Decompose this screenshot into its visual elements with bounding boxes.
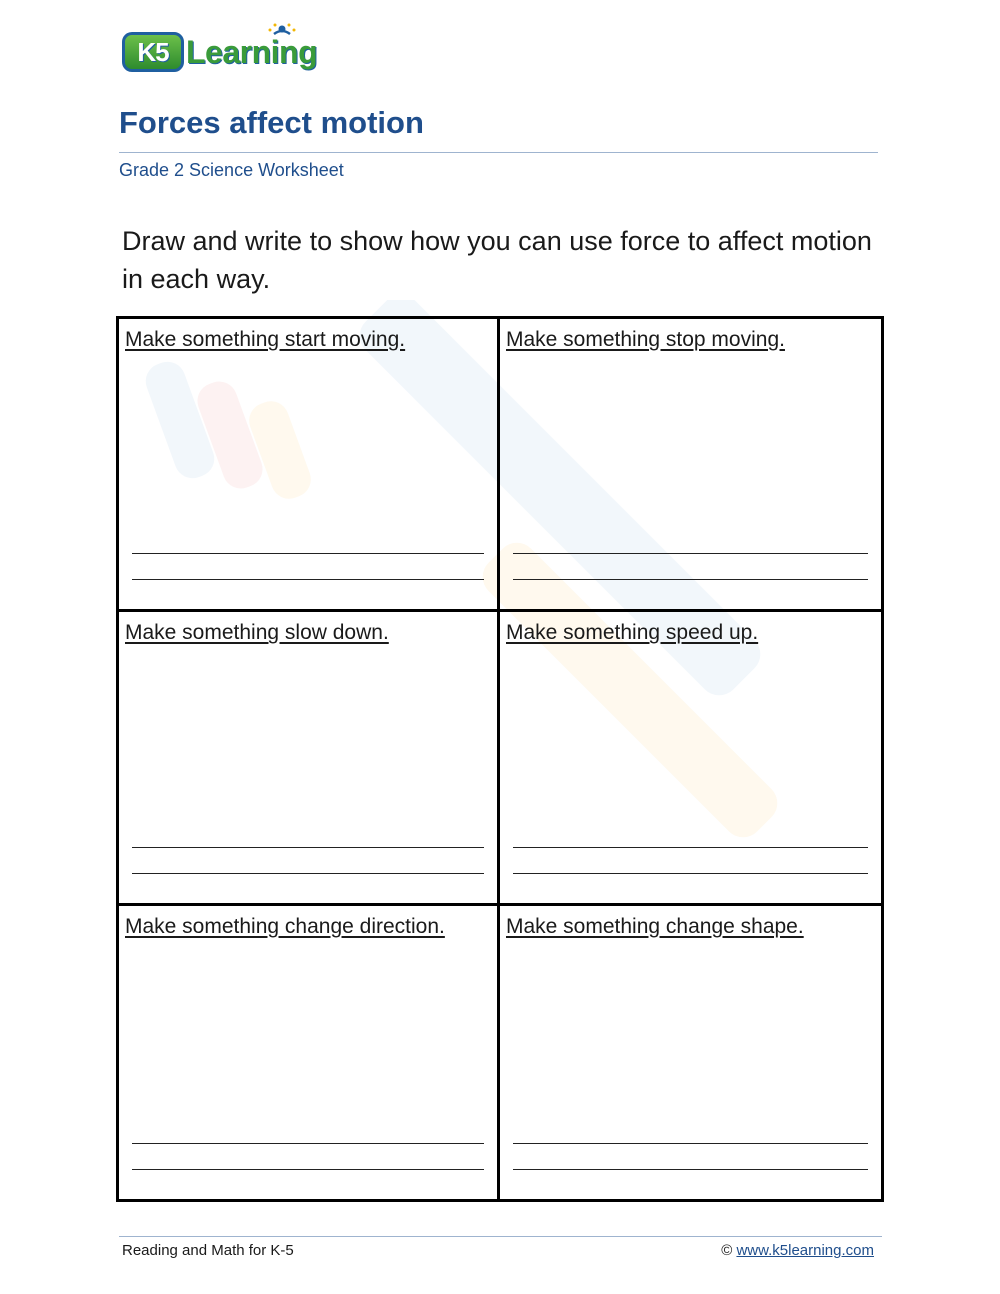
writing-line xyxy=(132,553,484,554)
activity-box-label: Make something change direction. xyxy=(125,914,445,938)
writing-line xyxy=(132,873,484,874)
activity-box[interactable] xyxy=(119,612,500,905)
writing-line xyxy=(132,1169,484,1170)
writing-line xyxy=(513,873,868,874)
writing-line xyxy=(513,1143,868,1144)
footer-tagline: Reading and Math for K-5 xyxy=(122,1242,294,1259)
activity-box[interactable] xyxy=(119,319,500,612)
footer-divider xyxy=(119,1236,882,1237)
writing-line xyxy=(513,553,868,554)
logo-wordmark: Learning xyxy=(186,34,318,70)
writing-line xyxy=(132,847,484,848)
copyright-symbol: © xyxy=(721,1242,733,1259)
activity-box-label: Make something speed up. xyxy=(506,621,759,645)
worksheet-subtitle: Grade 2 Science Worksheet xyxy=(119,160,344,180)
star-person-icon xyxy=(262,22,302,46)
footer-copyright xyxy=(721,1242,874,1260)
activity-box[interactable] xyxy=(119,906,500,1199)
writing-line xyxy=(513,847,868,848)
writing-line xyxy=(513,579,868,580)
activity-box-label: Make something start moving. xyxy=(125,328,406,351)
website-link[interactable]: www.k5learning.com xyxy=(736,1242,874,1259)
worksheet-instructions: Draw and write to show how you can use force to affect motion in each way. xyxy=(122,226,872,294)
writing-line xyxy=(132,579,484,580)
activity-box[interactable] xyxy=(500,319,881,612)
title-divider xyxy=(119,152,878,153)
writing-line xyxy=(132,1143,484,1144)
activity-box-label: Make something slow down. xyxy=(125,621,389,645)
page-title: Forces affect motion xyxy=(119,105,424,140)
activity-box-label: Make something stop moving. xyxy=(506,328,785,351)
activity-box[interactable] xyxy=(500,906,881,1199)
k5-learning-logo xyxy=(122,22,332,78)
activity-box[interactable] xyxy=(500,612,881,905)
writing-line xyxy=(513,1169,868,1170)
activity-box-label: Make something change shape. xyxy=(506,914,804,938)
activity-grid xyxy=(116,316,884,1202)
logo-badge: K5 xyxy=(122,32,184,72)
